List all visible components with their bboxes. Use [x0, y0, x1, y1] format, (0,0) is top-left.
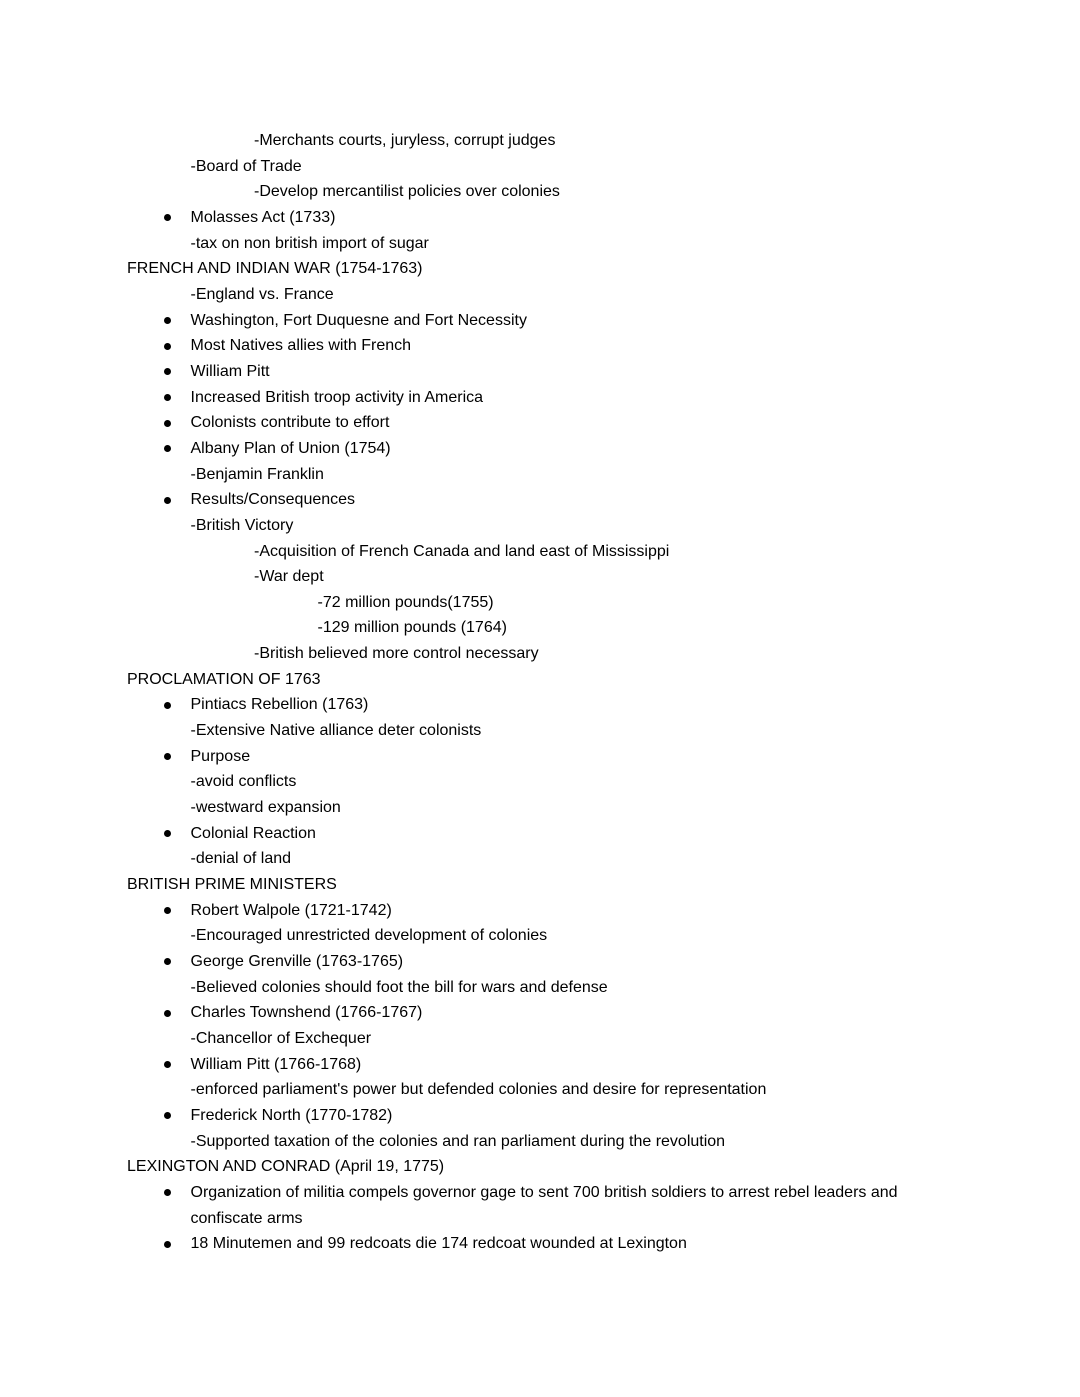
line-text: Increased British troop activity in America	[190, 388, 484, 406]
note-line	[0, 385, 1080, 411]
line-text: BRITISH PRIME MINISTERS	[127, 876, 337, 894]
line-text: Pintiacs Rebellion (1763)	[190, 696, 369, 714]
note-line	[0, 231, 1080, 257]
bullet-icon	[164, 308, 191, 334]
note-line	[0, 949, 1080, 975]
note-line	[0, 744, 1080, 770]
note-line	[0, 615, 1080, 641]
note-line	[0, 308, 1080, 334]
note-line	[0, 179, 1080, 205]
line-text: -Board of Trade	[190, 157, 302, 175]
line-text: Robert Walpole (1721-1742)	[190, 901, 392, 919]
line-text: -England vs. France	[190, 285, 334, 303]
note-line	[0, 769, 1080, 795]
bullet-icon	[164, 692, 191, 718]
note-line	[0, 1129, 1080, 1155]
line-text: -Acquisition of French Canada and land east of Mississippi	[254, 542, 670, 560]
line-text: -129 million pounds (1764)	[317, 619, 507, 637]
line-text: -avoid conflicts	[190, 773, 297, 791]
line-text: Charles Townshend (1766-1767)	[190, 1004, 423, 1022]
line-text: LEXINGTON AND CONRAD (April 19, 1775)	[127, 1158, 445, 1176]
bullet-icon	[164, 949, 191, 975]
line-text: -Encouraged unrestricted development of colonies	[190, 927, 548, 945]
line-text: -enforced parliament's power but defended colonies and desire for representation	[190, 1081, 767, 1099]
note-line	[0, 539, 1080, 565]
line-text: Washington, Fort Duquesne and Fort Necessity	[190, 311, 527, 329]
bullet-icon	[164, 333, 191, 359]
line-text: -westward expansion	[190, 799, 341, 817]
bullet-icon	[164, 1103, 191, 1129]
line-text: Colonial Reaction	[190, 824, 316, 842]
line-text: -War dept	[254, 568, 324, 586]
section-header	[0, 872, 1080, 898]
line-text: George Grenville (1763-1765)	[190, 953, 404, 970]
bullet-icon	[164, 359, 191, 385]
line-text: Results/Consequences	[190, 491, 356, 509]
line-text: Most Natives allies with French	[190, 337, 412, 355]
note-line	[0, 487, 1080, 513]
line-text: -Believed colonies should foot the bill for wars and defense	[190, 978, 608, 996]
note-line	[0, 1231, 1080, 1257]
bullet-icon	[164, 385, 191, 411]
bullet-icon	[164, 1052, 191, 1078]
section-header	[0, 667, 1080, 693]
bullet-icon	[164, 744, 191, 770]
note-line	[0, 1103, 1080, 1129]
section-header	[0, 1154, 1080, 1180]
line-text: Purpose	[190, 747, 251, 765]
bullet-icon	[164, 487, 191, 513]
line-text: Frederick North (1770-1782)	[190, 1106, 393, 1124]
note-line	[0, 975, 1080, 1001]
note-line	[0, 923, 1080, 949]
line-text: -Extensive Native alliance deter colonists	[190, 722, 482, 740]
line-text: -Merchants courts, juryless, corrupt judges	[254, 132, 556, 149]
line-text: -Develop mercantilist policies over colonies	[254, 183, 560, 201]
bullet-icon	[164, 1231, 191, 1257]
note-line	[0, 1026, 1080, 1052]
bullet-icon	[164, 410, 191, 436]
note-line	[0, 462, 1080, 488]
line-text: 18 Minutemen and 99 redcoats die 174 redcoat wounded at Lexington	[190, 1235, 687, 1253]
note-line	[0, 205, 1080, 231]
line-text: Colonists contribute to effort	[190, 414, 390, 432]
line-text: Albany Plan of Union (1754)	[190, 439, 391, 457]
note-line	[0, 513, 1080, 539]
note-line	[0, 128, 1080, 154]
section-header	[0, 256, 1080, 282]
bullet-icon	[164, 205, 191, 231]
note-line	[0, 641, 1080, 667]
line-text: -denial of land	[190, 850, 292, 868]
note-line	[0, 692, 1080, 718]
note-line	[0, 590, 1080, 616]
note-line	[0, 333, 1080, 359]
note-line	[0, 1000, 1080, 1026]
line-text: -72 million pounds(1755)	[317, 593, 494, 611]
line-text: -Supported taxation of the colonies and ran parliament during the revolution	[190, 1132, 726, 1150]
note-line	[0, 410, 1080, 436]
line-text: -British believed more control necessary	[254, 645, 539, 663]
note-line	[0, 436, 1080, 462]
line-text: PROCLAMATION OF 1763	[127, 670, 321, 688]
line-text: -Benjamin Franklin	[190, 465, 324, 483]
note-line	[0, 359, 1080, 385]
line-text: FRENCH AND INDIAN WAR (1754-1763)	[127, 260, 423, 278]
note-line	[0, 718, 1080, 744]
note-line	[0, 282, 1080, 308]
line-text: Organization of militia compels governor gage to sent 700 british soldiers to arrest rebel leaders and confiscate arms	[190, 1183, 902, 1227]
bullet-icon	[164, 1180, 191, 1206]
bullet-icon	[164, 1000, 191, 1026]
note-line	[0, 898, 1080, 924]
note-line	[0, 1077, 1080, 1103]
note-line	[0, 1180, 1080, 1231]
bullet-icon	[164, 821, 191, 847]
note-line	[0, 795, 1080, 821]
note-line	[0, 1052, 1080, 1078]
note-line	[0, 564, 1080, 590]
bullet-icon	[164, 898, 191, 924]
line-text: -Chancellor of Exchequer	[190, 1029, 372, 1047]
line-text: William Pitt (1766-1768)	[190, 1055, 362, 1073]
note-line	[0, 846, 1080, 872]
bullet-icon	[164, 436, 191, 462]
line-text: Molasses Act (1733)	[190, 208, 336, 226]
line-text: -tax on non british import of sugar	[190, 234, 429, 252]
note-line	[0, 821, 1080, 847]
line-text: -British Victory	[190, 516, 294, 534]
note-line	[0, 154, 1080, 180]
line-text: William Pitt	[190, 362, 270, 380]
